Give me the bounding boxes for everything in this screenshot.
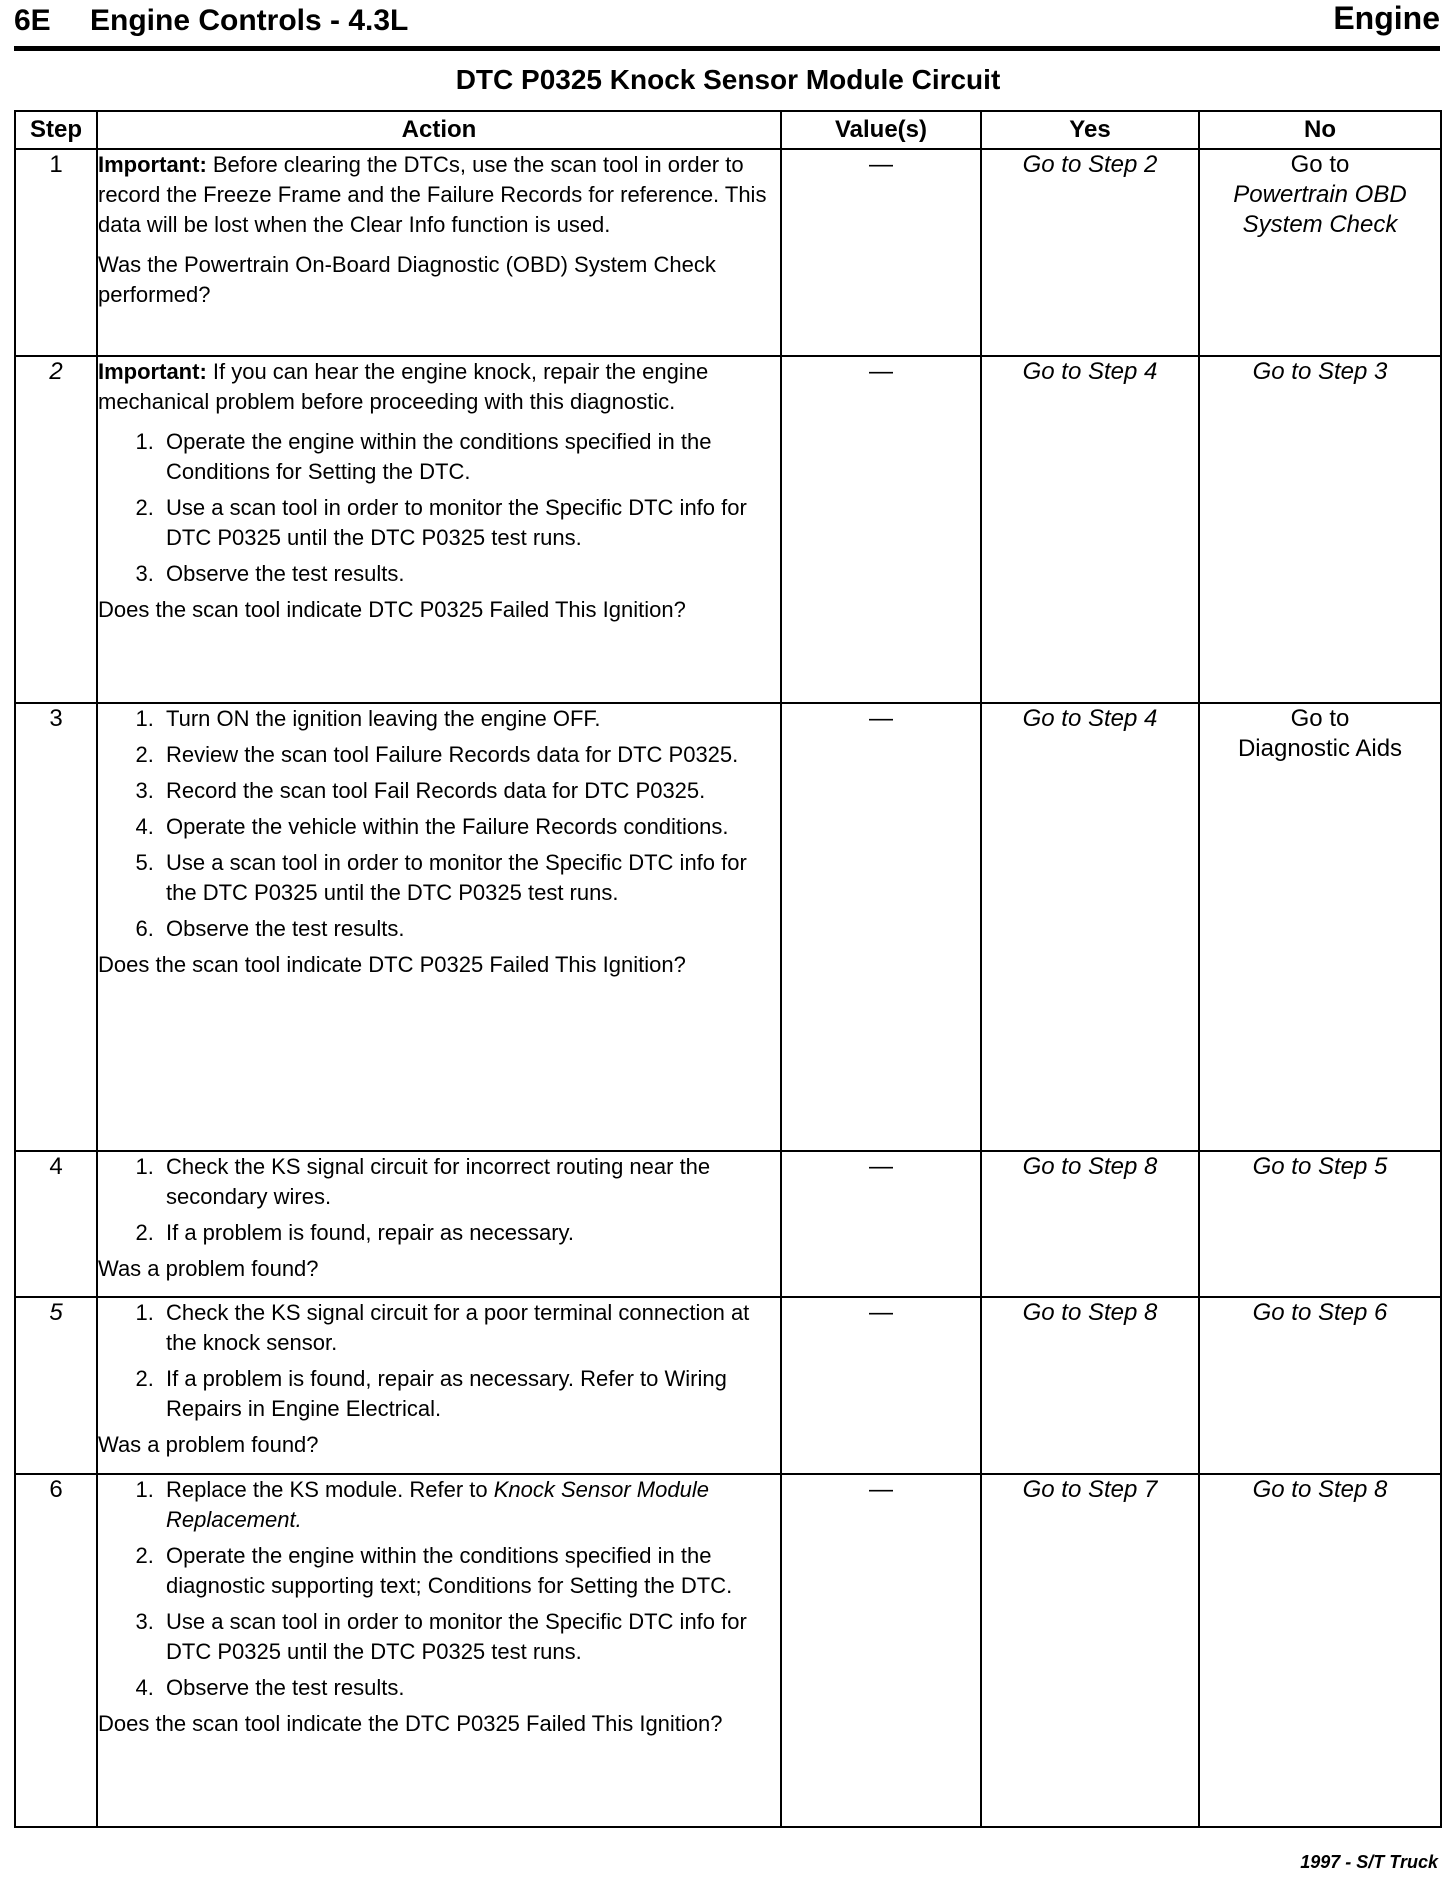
value-cell: —: [781, 1297, 981, 1474]
step-question: Does the scan tool indicate DTC P0325 Failed This Ignition?: [98, 951, 686, 977]
important-note: [98, 150, 780, 240]
substep: 4. Operate the vehicle within the Failure Records conditions.: [160, 812, 780, 842]
no-link-target: Diagnostic Aids: [1237, 734, 1403, 762]
action-cell: [97, 356, 781, 703]
substep: 5. Use a scan tool in order to monitor the Specific DTC info for the DTC P0325 until the DTC P0325 test runs.: [160, 848, 780, 908]
reference-link[interactable]: Knock Sensor Module Replacement.: [166, 1476, 709, 1532]
yes-link[interactable]: Go to Step 2: [981, 149, 1199, 356]
no-link[interactable]: [1199, 149, 1441, 356]
table-header-row: [15, 111, 1441, 149]
substep-list: [98, 1152, 780, 1248]
substep-text: Replace the KS module. Refer to: [166, 1476, 494, 1502]
action-cell: [97, 1151, 781, 1298]
yes-link[interactable]: Go to Step 8: [981, 1297, 1199, 1474]
step-number: 6: [15, 1474, 97, 1827]
table-row: [15, 1151, 1441, 1298]
yes-link[interactable]: Go to Step 4: [981, 356, 1199, 703]
step-number: 3: [15, 703, 97, 1151]
no-link-target: Powertrain OBD System Check: [1233, 181, 1407, 238]
substep: 1. Turn ON the ignition leaving the engine OFF.: [160, 704, 780, 734]
table-row: [15, 149, 1441, 356]
substep-list: [98, 1475, 780, 1703]
substep: 1. Check the KS signal circuit for incorrect routing near the secondary wires.: [160, 1152, 780, 1212]
important-label: Important:: [98, 358, 207, 384]
step-question: Was a problem found?: [98, 1432, 319, 1458]
important-note: [98, 357, 780, 417]
column-header-no: No: [1199, 111, 1441, 149]
column-header-action: Action: [97, 111, 781, 149]
substep: 3. Record the scan tool Fail Records data for DTC P0325.: [160, 776, 780, 806]
section-code: 6E: [14, 4, 51, 37]
action-cell: [97, 1474, 781, 1827]
important-label: Important:: [98, 152, 207, 177]
value-cell: —: [781, 356, 981, 703]
yes-link[interactable]: Go to Step 4: [981, 703, 1199, 1151]
substep: 6. Observe the test results.: [160, 914, 780, 944]
action-cell: [97, 703, 781, 1151]
header-title: Engine Controls - 4.3L: [90, 4, 409, 37]
value-cell: —: [781, 1474, 981, 1827]
column-header-yes: Yes: [981, 111, 1199, 149]
no-link[interactable]: Go to Step 5: [1199, 1151, 1441, 1298]
step-question: Does the scan tool indicate DTC P0325 Failed This Ignition?: [98, 596, 686, 622]
important-text: If you can hear the engine knock, repair the engine mechanical problem before proceeding with this diagnostic.: [98, 358, 709, 414]
substep: 2. Use a scan tool in order to monitor the Specific DTC info for DTC P0325 until the DTC P0325 test runs.: [160, 493, 780, 553]
diagnostic-table: [14, 110, 1442, 1828]
step-question: Was a problem found?: [98, 1255, 319, 1281]
value-cell: —: [781, 149, 981, 356]
no-link[interactable]: Go to Step 6: [1199, 1297, 1441, 1474]
substep: 2. If a problem is found, repair as necessary. Refer to Wiring Repairs in Engine Electrical.: [160, 1364, 780, 1424]
table-row: [15, 356, 1441, 703]
yes-link[interactable]: Go to Step 7: [981, 1474, 1199, 1827]
action-cell: [97, 149, 781, 356]
step-question: Was the Powertrain On-Board Diagnostic (OBD) System Check performed?: [98, 252, 716, 307]
table-row: [15, 1474, 1441, 1827]
column-header-step: Step: [15, 111, 97, 149]
substep-list: [98, 704, 780, 944]
substep: 1. Operate the engine within the conditions specified in the Conditions for Setting the DTC.: [160, 427, 780, 487]
step-number: 2: [15, 356, 97, 703]
substep: 2. Review the scan tool Failure Records data for DTC P0325.: [160, 740, 780, 770]
value-cell: —: [781, 1151, 981, 1298]
no-link-prefix: Go to: [1290, 704, 1350, 732]
no-link[interactable]: [1199, 703, 1441, 1151]
page-footer: 1997 - S/T Truck: [1300, 1852, 1438, 1872]
important-text: Before clearing the DTCs, use the scan tool in order to record the Freeze Frame and the Failure Records for reference. This data will be lost when the Clear Info function is used.: [98, 152, 767, 237]
step-number: 5: [15, 1297, 97, 1474]
substep: 1. Check the KS signal circuit for a poor terminal connection at the knock sensor.: [160, 1298, 780, 1358]
yes-link[interactable]: Go to Step 8: [981, 1151, 1199, 1298]
step-question: Does the scan tool indicate the DTC P0325 Failed This Ignition?: [98, 1710, 723, 1736]
value-cell: —: [781, 703, 981, 1151]
table-row: [15, 1297, 1441, 1474]
column-header-values: Value(s): [781, 111, 981, 149]
no-link[interactable]: Go to Step 3: [1199, 356, 1441, 703]
substep: [160, 1475, 780, 1535]
page-header: [14, 0, 1440, 51]
page-title: DTC P0325 Knock Sensor Module Circuit: [455, 64, 1001, 95]
header-section: Engine: [1333, 0, 1440, 36]
table-row: [15, 703, 1441, 1151]
substep-list: [98, 1298, 780, 1424]
substep: 3. Use a scan tool in order to monitor the Specific DTC info for DTC P0325 until the DTC P0325 test runs.: [160, 1607, 780, 1667]
no-link[interactable]: Go to Step 8: [1199, 1474, 1441, 1827]
substep: 3. Observe the test results.: [160, 559, 780, 589]
step-number: 4: [15, 1151, 97, 1298]
no-link-prefix: Go to: [1290, 151, 1350, 178]
substep: 4. Observe the test results.: [160, 1673, 780, 1703]
substep-list: [98, 427, 780, 589]
substep: 2. If a problem is found, repair as necessary.: [160, 1218, 780, 1248]
step-number: 1: [15, 149, 97, 356]
action-cell: [97, 1297, 781, 1474]
substep: 2. Operate the engine within the conditions specified in the diagnostic supporting text; Conditions for Setting the DTC.: [160, 1541, 780, 1601]
